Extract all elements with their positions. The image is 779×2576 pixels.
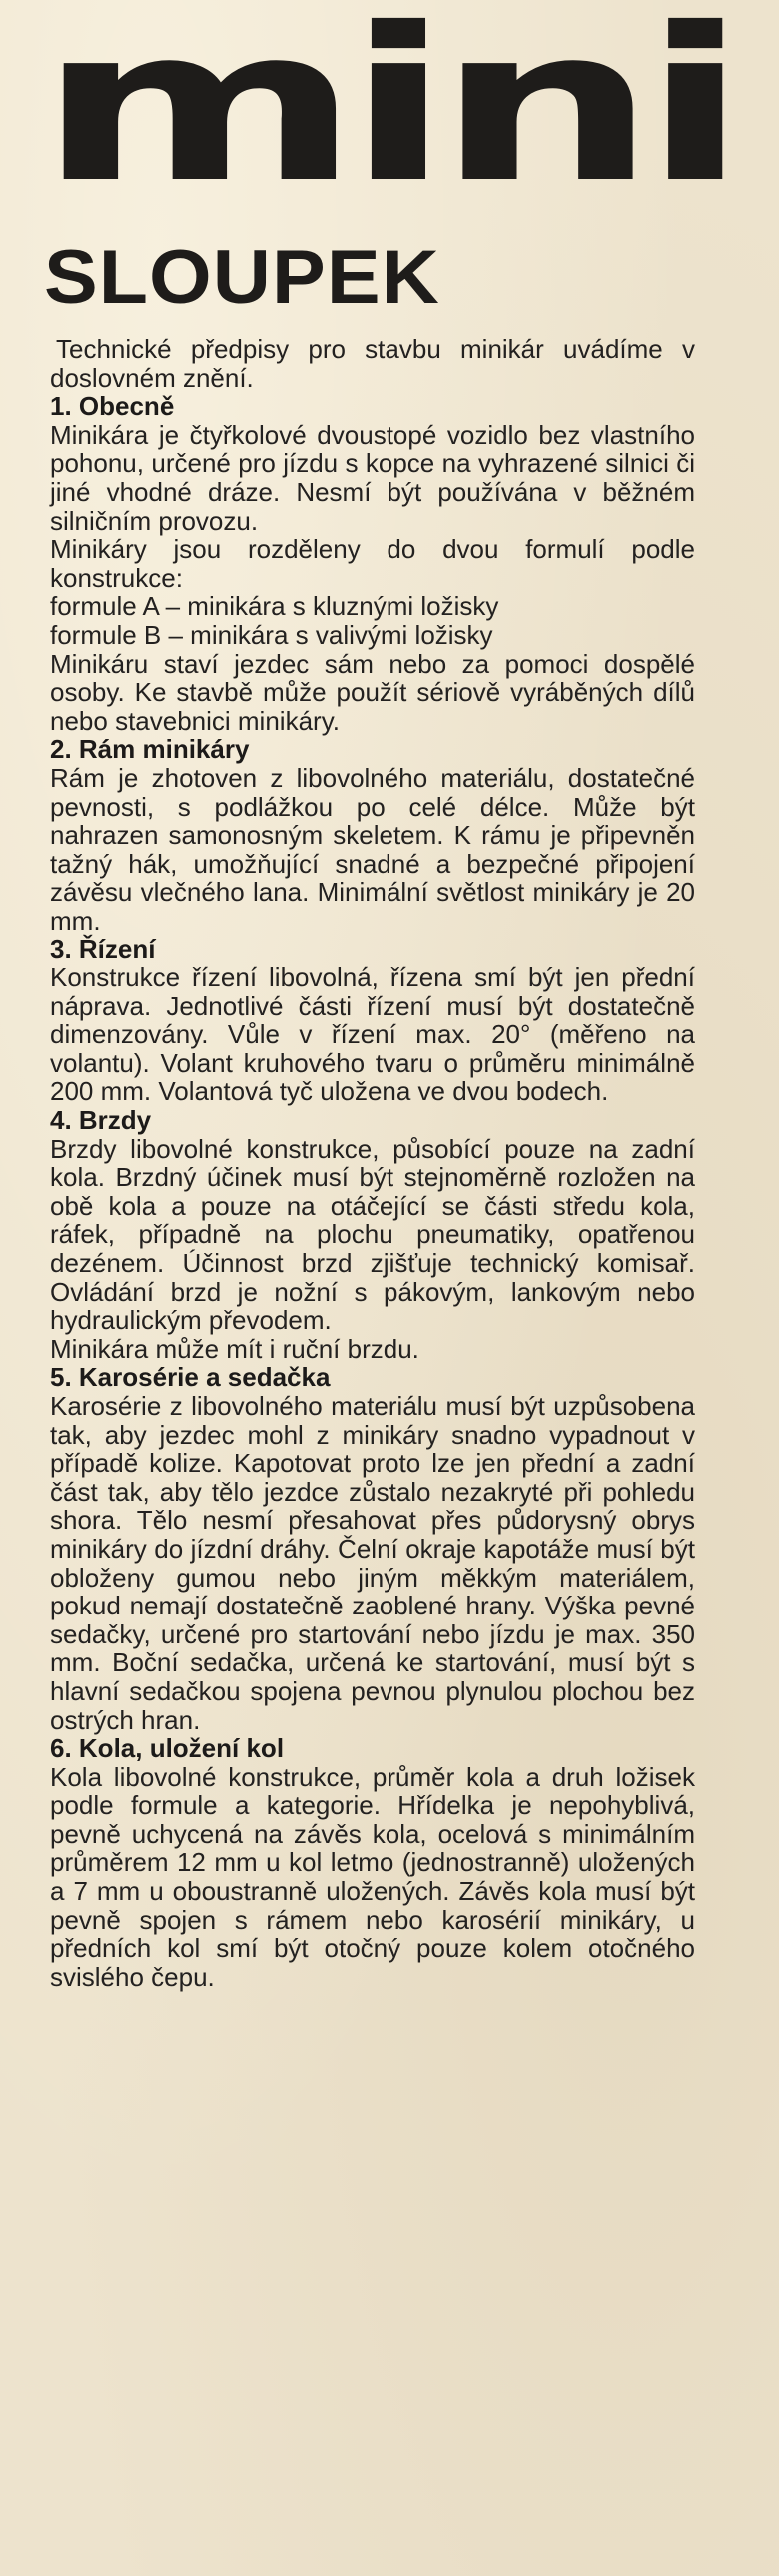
section-paragraph: Minikára je čtyřkolové dvoustopé vozidlo bez vlastního pohonu, určené pro jízdu s kopce na vyhrazené silnici či jiné vhodné dráze. Nesmí být používána v běžném silničním provozu. [50,419,695,536]
section-paragraph: Karosérie z libovolného materiálu musí být uzpůsobena tak, aby jezdec mohl z minikáry snadno vypadnout v případě kolize. Kapotovat proto lze jen přední a zadní část tak, aby tělo jezdce zůstalo nezakryté při pohledu shora. Tělo nesmí přesahovat přes půdorysný obrys minikáry do jízdní dráhy. Čelní okraje kapotáže musí být obloženy gumou nebo jiným měkkým materiálem, pokud nemají dostatečně zaoblené hrany. Výška pevné sedačky, určené pro startování nebo jízdu je max. 350 mm. Boční sedačka, určená ke startování, musí být s hlavní sedačkou spojena pevnou plynulou plochou bez ostrých hran. [50,1390,695,1735]
section-paragraph: Konstrukce řízení libovolná, řízena smí být jen přední náprava. Jednotlivé části řízení musí být dostatečně dimenzovány. Vůle v řízení max. 20° (měřeno na volantu). Volant kruhového tvaru o průměru minimálně 200 mm. Volantová tyč uložena ve dvou bodech. [50,963,695,1107]
section-heading: 1. Obecně [50,391,175,422]
article-body [50,335,695,1991]
section-steering [50,935,695,1106]
section-frame [50,735,695,935]
column-masthead [0,0,779,329]
column-title: SLOUPEK [44,235,440,320]
section-heading: 4. Brzdy [50,1105,152,1136]
section-paragraph: Minikáry jsou rozděleny do dvou formulí podle konstrukce: [50,534,695,593]
section-heading: 5. Karosérie a sedačka [50,1362,331,1393]
section-paragraph: Brzdy libovolné konstrukce, působící pouze na zadní kola. Brzdný účinek musí být stejnoměrně rozložen na obě kola a pouze na otáčející se části středu kola, ráfek, případně na plochu pneumatiky, opatřenou dezénem. Účinnost brzd zjišťuje technický komisař. Ovládání brzd je nožní s pákovým, lankovým nebo hydraulickým převodem. [50,1133,695,1336]
brand-logo-mini: mini [38,0,734,229]
section-brakes [50,1106,695,1363]
section-paragraph: Minikáru staví jezdec sám nebo za pomoci dospělé osoby. Ke stavbě může použít sériově vyráběných dílů nebo stavebnici minikáry. [50,648,695,736]
formula-a-line: formule A – minikára s kluznými ložisky [50,591,499,622]
formula-b-line: formule B – minikára s valivými ložisky [50,619,493,650]
section-heading: 2. Rám minikáry [50,734,250,765]
intro-paragraph: Technické předpisy pro stavbu minikár uvádíme v doslovném znění. [50,334,695,393]
section-heading: 3. Řízení [50,934,156,965]
section-general [50,392,695,735]
section-paragraph: Rám je zhotoven z libovolného materiálu, dostatečné pevnosti, s podlážkou po celé délce. Může být nahrazen samonosným skeletem. K rámu je připevněn tažný hák, umožňující snadné a bezpečné připojení závěsu vlečného lana. Minimální světlost minikáry je 20 mm. [50,762,695,936]
section-wheels [50,1734,695,1991]
section-paragraph: Kola libovolné konstrukce, průměr kola a druh ložisek podle formule a kategorie. Hřídelka je nepohyblivá, pevně uchycená na závěs kola, ocelová s minimálním průměrem 12 mm u kol letmo (jednostranně) uložených a 7 mm u oboustranně uložených. Závěs kola musí být pevně spojen s rámem nebo karosérií minikáry, u předních kol smí být otočný pouze kolem otočného svislého čepu. [50,1761,695,1992]
section-paragraph: Minikára může mít i ruční brzdu. [50,1333,419,1364]
section-body-and-seat [50,1363,695,1734]
section-heading: 6. Kola, uložení kol [50,1733,285,1764]
